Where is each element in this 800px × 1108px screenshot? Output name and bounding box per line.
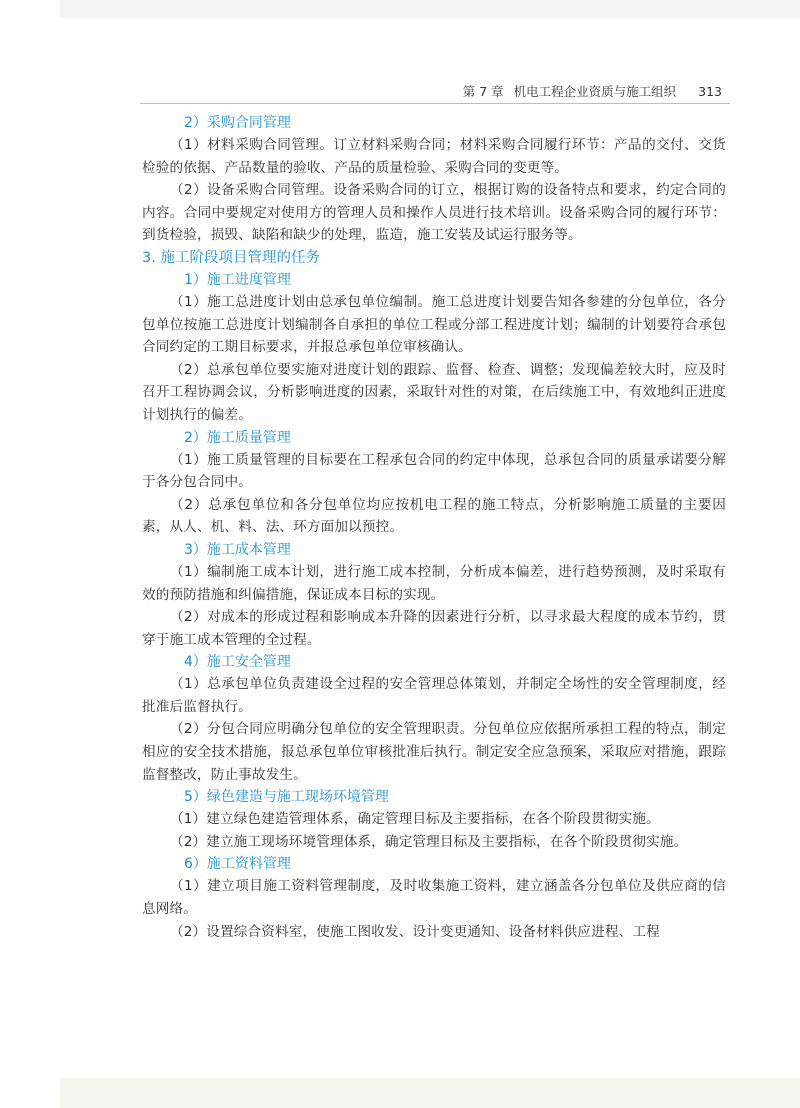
body-paragraph: （1）总承包单位负责建设全过程的安全管理总体策划，并制定全场性的安全管理制度，经批准后监督执行。 [142, 676, 726, 715]
subsection-heading: 4）施工安全管理 [184, 654, 291, 671]
scan-bottom-edge [60, 1078, 800, 1108]
body-paragraph: （1）施工质量管理的目标要在工程承包合同的约定中体现，总承包合同的质量承诺要分解于各分包合同中。 [142, 451, 726, 491]
subsection-heading: 5）绿色建造与施工现场环境管理 [184, 789, 389, 806]
body-paragraph: （1）建立绿色建造管理体系，确定管理目标及主要指标，在各个阶段贯彻实施。 [170, 811, 660, 828]
subsection-heading: 2）采购合同管理 [184, 115, 291, 131]
body-paragraph: （1）材料采购合同管理。订立材料采购合同；材料采购合同履行环节：产品的交付、交货检验的依据、产品数量的验收、产品的质量检验、采购合同的变更等。 [142, 137, 726, 176]
body-paragraph: （2）总承包单位要实施对进度计划的跟踪、监督、检查、调整；发现偏差较大时，应及时召开工程协调会议，分析影响进度的因素，采取针对性的对策，在后续施工中，有效地纠正进度计划执行的偏差。 [142, 361, 726, 423]
page-body [142, 112, 726, 943]
scan-top-edge [60, 0, 800, 18]
running-header [463, 82, 722, 100]
subsection-heading: 3）施工成本管理 [184, 541, 291, 558]
body-paragraph: （1）编制施工成本计划，进行施工成本控制，分析成本偏差，进行趋势预测，及时采取有效的预防措施和纠偏措施，保证成本目标的实现。 [142, 563, 726, 603]
subsection-heading: 6）施工资料管理 [184, 856, 291, 873]
body-paragraph: （1）建立项目施工资料管理制度，及时收集施工资料，建立涵盖各分包单位及供应商的信息网络。 [142, 878, 726, 918]
chapter-number: 第 7 章 [462, 84, 504, 99]
body-paragraph: （2）分包合同应明确分包单位的安全管理职责。分包单位应依据所承担工程的特点，制定相应的安全技术措施，报总承包单位审核批准后执行。制定安全应急预案，采取应对措施，跟踪监督整改，防止事故发生。 [142, 721, 726, 783]
section-heading: 3. 施工阶段项目管理的任务 [142, 249, 320, 266]
body-paragraph: （1）施工总进度计划由总承包单位编制。施工总进度计划要告知各参建的分包单位，各分包单位按施工总进度计划编制各自承担的单位工程或分部工程进度计划；编制的计划要符合承包合同约定的工期目标要求，并报总承包单位审核确认。 [142, 293, 726, 356]
body-paragraph: （2）对成本的形成过程和影响成本升降的因素进行分析，以寻求最大程度的成本节约，贯穿于施工成本管理的全过程。 [142, 609, 726, 648]
header-divider [140, 103, 730, 104]
body-paragraph: （2）设置综合资料室，使施工图收发、设计变更通知、设备材料供应进程、工程 [170, 923, 660, 940]
body-paragraph: （2）总承包单位和各分包单位均应按机电工程的施工特点，分析影响施工质量的主要因素，从人、机、料、法、环方面加以预控。 [142, 496, 726, 536]
page-number: 313 [698, 84, 722, 99]
body-paragraph: （2）建立施工现场环境管理体系，确定管理目标及主要指标，在各个阶段贯彻实施。 [170, 833, 688, 850]
chapter-title: 机电工程企业资质与施工组织 [513, 84, 677, 99]
subsection-heading: 2）施工质量管理 [184, 429, 291, 446]
subsection-heading: 1）施工进度管理 [184, 271, 291, 288]
body-paragraph: （2）设备采购合同管理。设备采购合同的订立，根据订购的设备特点和要求，约定合同的内容。合同中要规定对使用方的管理人员和操作人员进行技术培训。设备采购合同的履行环节：到货检验，损毁、缺陷和缺少的处理，监造，施工安装及试运行服务等。 [142, 182, 726, 244]
